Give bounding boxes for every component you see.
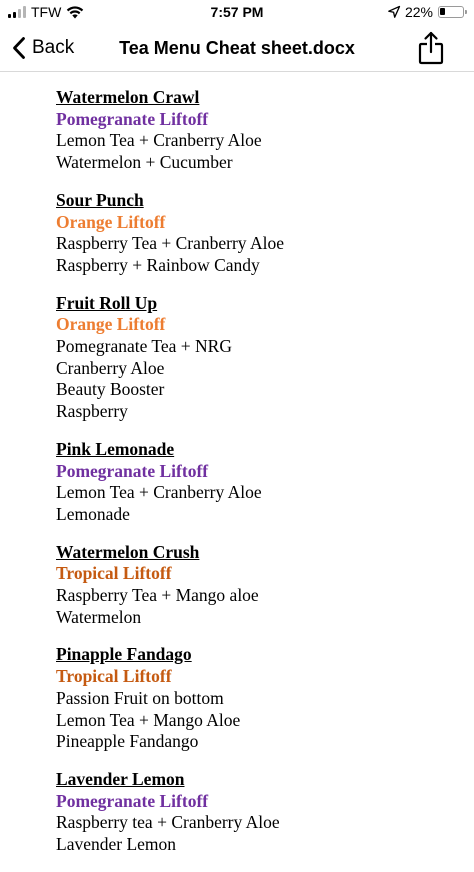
menu-item — [56, 644, 456, 753]
ingredient-line: Raspberry Tea + Mango aloe — [56, 585, 259, 606]
status-time: 7:57 PM — [210, 4, 264, 20]
carrier-name: TFW — [31, 4, 62, 20]
liftoff-base: Pomegranate Liftoff — [56, 108, 209, 129]
ingredient-line: Lemon Tea + Cranberry Aloe — [56, 482, 262, 503]
drink-name: Pink Lemonade — [56, 438, 175, 459]
menu-item — [56, 769, 456, 856]
menu-item — [56, 439, 456, 526]
menu-item — [56, 293, 456, 423]
status-right — [388, 4, 464, 20]
liftoff-base: Orange Liftoff — [56, 314, 166, 335]
location-arrow-icon — [388, 6, 400, 18]
ingredient-line: Lavender Lemon — [56, 834, 177, 855]
ingredient-line: Raspberry — [56, 401, 128, 422]
document-content — [56, 87, 456, 872]
drink-name: Watermelon Crawl — [56, 87, 200, 107]
liftoff-base: Pomegranate Liftoff — [56, 790, 209, 811]
drink-name: Fruit Roll Up — [56, 292, 158, 313]
ingredient-line: Passion Fruit on bottom — [56, 687, 224, 708]
drink-name: Watermelon Crush — [56, 541, 200, 562]
back-label: Back — [32, 37, 75, 58]
ingredient-line: Raspberry Tea + Cranberry Aloe — [56, 233, 284, 254]
share-icon[interactable] — [418, 31, 444, 65]
ingredient-line: Pineapple Fandango — [56, 731, 199, 752]
status-bar — [0, 0, 474, 26]
ingredient-line: Lemonade — [56, 503, 130, 524]
ingredient-line: Watermelon + Cucumber — [56, 152, 233, 173]
menu-item — [56, 87, 456, 174]
drink-name: Pinapple Fandago — [56, 644, 192, 665]
ingredient-line: Watermelon — [56, 606, 142, 627]
ingredient-line: Cranberry Aloe — [56, 357, 165, 378]
battery-percentage: 22% — [404, 4, 433, 20]
drink-name: Lavender Lemon — [56, 768, 185, 789]
battery-icon — [438, 6, 464, 18]
ingredient-line: Beauty Booster — [56, 379, 165, 400]
drink-name: Sour Punch — [56, 189, 144, 210]
liftoff-base: Tropical Liftoff — [56, 563, 172, 584]
document-title: Tea Menu Cheat sheet.docx — [119, 38, 355, 58]
ingredient-line: Lemon Tea + Cranberry Aloe — [56, 130, 262, 151]
menu-item — [56, 190, 456, 277]
liftoff-base: Pomegranate Liftoff — [56, 460, 209, 481]
ingredient-line: Lemon Tea + Mango Aloe — [56, 709, 241, 730]
liftoff-base: Orange Liftoff — [56, 211, 166, 232]
ingredient-line: Raspberry tea + Cranberry Aloe — [56, 812, 280, 833]
battery-fill — [440, 8, 445, 15]
navigation-bar — [0, 26, 474, 72]
ingredient-line: Pomegranate Tea + NRG — [56, 336, 232, 357]
menu-item — [56, 542, 456, 629]
ingredient-line: Raspberry + Rainbow Candy — [56, 254, 260, 275]
liftoff-base: Tropical Liftoff — [56, 666, 172, 687]
